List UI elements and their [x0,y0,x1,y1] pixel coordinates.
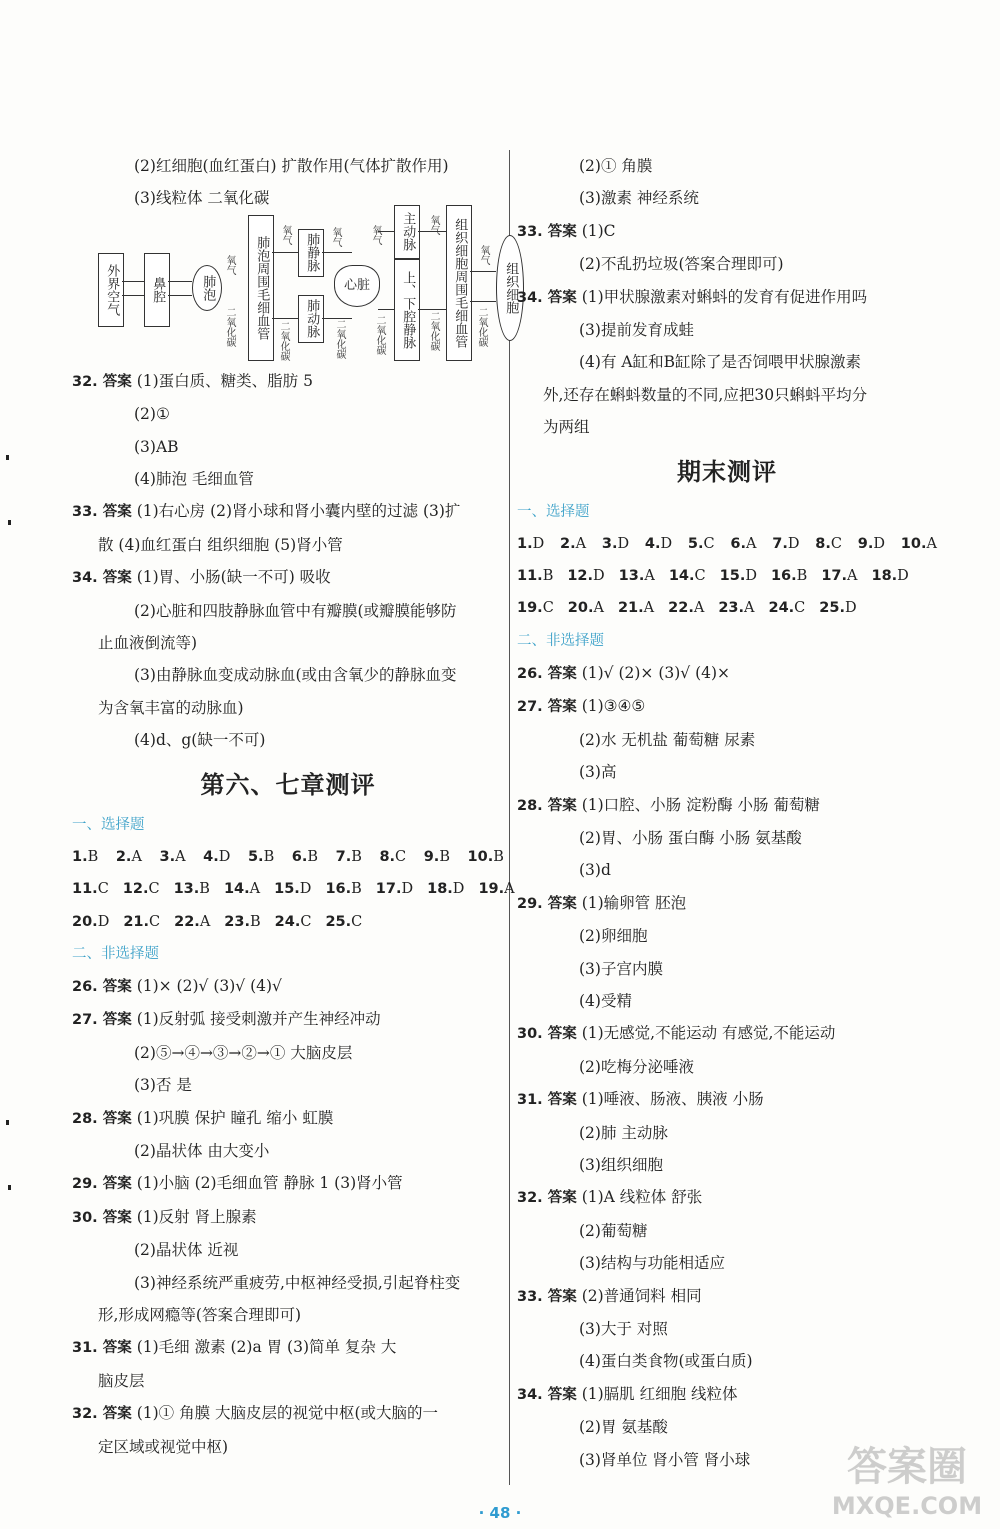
arrow [168,281,192,282]
mc-answer: 17.A [821,568,858,585]
question-31: 31. 答案 (1)毛细 激素 (2)a 胃 (3)简单 复杂 大 [72,1338,397,1357]
answer-line: (2)晶状体 近视 [134,1241,239,1260]
scan-mark [6,455,9,460]
mc-answer: 2.A [560,535,587,552]
box-vena-cava: 上、下腔静脉 [394,259,420,361]
section-label: 二、非选择题 [72,945,159,962]
answer-line: (3)组织细胞 [579,1155,663,1174]
mc-answer: 6.A [730,535,757,552]
mc-answer: 21.A [617,600,655,617]
box-heart: 心脏 [334,265,380,307]
mc-answer: 7.D [772,535,800,552]
question-34b: 34. 答案 (1)膈肌 红细胞 线粒体 [517,1384,738,1403]
arrow [378,309,394,310]
mc-answer: 3.A [159,848,186,865]
mc-answer: 18.D [427,881,465,898]
mc-row [72,873,515,905]
mc-answer: 22.A [668,600,705,617]
page-number: · 48 · [478,1504,522,1522]
mc-row [517,592,937,624]
answer-line: (3)结构与功能相适应 [579,1254,725,1273]
question-33: 33. 答案 (1)C [517,221,616,240]
box-external-air: 外界空气 [98,253,124,327]
mc-answer: 4.D [203,848,231,865]
mc-answer: 7.B [335,848,362,865]
label-co2: 二氧化碳 [374,314,385,355]
mc-answer: 24.C [768,600,806,617]
left-column [72,150,519,1463]
question-26: 26. 答案 (1)√ (2)× (3)√ (4)× [517,663,731,682]
arrow [272,252,298,253]
answer-line: 定区域或视觉中枢) [98,1437,229,1456]
answer-line: (3)大于 对照 [579,1320,668,1338]
label-co2: 二氧化碳 [278,320,289,361]
answer-line: (2)红细胞(血红蛋白) 扩散作用(气体扩散作用) [134,157,449,175]
question-28: 28. 答案 (1)巩膜 保护 瞳孔 缩小 虹膜 [72,1108,334,1127]
mc-answer: 12.D [567,568,605,585]
answer-line: 散 (4)血红蛋白 组织细胞 (5)肾小管 [98,535,343,554]
answer-line: (2)胃、小肠 蛋白酶 小肠 氨基酸 [579,828,802,847]
mc-answer: 21.C [123,913,161,930]
mc-answer: 13.B [173,881,210,898]
mc-answer: 11.C [72,881,109,898]
arrow [122,281,144,282]
question-28: 28. 答案 (1)口腔、小肠 淀粉酶 小肠 葡萄糖 [517,795,820,814]
blood-circulation-diagram [98,212,519,365]
answer-line: (2)水 无机盐 葡萄糖 尿素 [579,730,756,749]
mc-answer: 25.D [819,600,857,617]
answer-line: (2)① 角膜 [579,157,653,175]
label-co2: 二氧化碳 [476,306,487,347]
answer-line: (2)吃梅分泌唾液 [579,1057,694,1076]
mc-answer: 14.A [223,881,261,898]
arrow [470,301,496,302]
question-33b: 33. 答案 (2)普通饲料 相同 [517,1286,702,1305]
question-27: 27. 答案 (1)反射弧 接受刺激并产生神经冲动 [72,1010,381,1029]
question-29: 29. 答案 (1)小脑 (2)毛细血管 静脉 1 (3)肾小管 [72,1174,403,1193]
label-oxygen: 氧气 [478,244,489,265]
mc-answer: 3.D [601,535,630,552]
label-oxygen: 氧气 [428,214,439,235]
mc-answer: 12.C [122,881,160,898]
mc-answer: 25.C [325,913,363,930]
question-32: 32. 答案 (1)蛋白质、糖类、脂肪 5 [72,371,313,390]
column-divider [509,150,510,1485]
question-30: 30. 答案 (1)无感觉,不能运动 有感觉,不能运动 [517,1024,836,1043]
answer-line: (3)线粒体 二氧化碳 [134,189,270,208]
mc-answers [517,528,937,625]
watermark-url: MXQE.COM [831,1492,983,1520]
answer-line: 止血液倒流等) [98,634,198,653]
mc-row [517,528,937,560]
arrow [122,295,144,296]
answer-line: (3)d [579,861,611,880]
box-pulmonary-artery: 肺动脉 [298,295,324,343]
answer-line: (2)晶状体 由大变小 [134,1141,270,1160]
answer-line: (4)d、g(缺一不可) [134,731,266,750]
answer-line: (2)肺 主动脉 [579,1123,668,1142]
mc-answer: 17.D [375,881,414,898]
question-31: 31. 答案 (1)唾液、肠液、胰液 小肠 [517,1090,764,1109]
section-label: 一、选择题 [517,503,590,520]
answer-line: 为两组 [543,418,590,437]
answer-line: (4)蛋白类食物(或蛋白质) [579,1352,753,1371]
mc-answer: 16.B [770,568,808,585]
scan-mark [8,520,11,525]
mc-answer: 11.B [517,568,554,585]
arrow [322,252,352,253]
label-oxygen: 氧气 [224,254,235,275]
box-tissue-cell: 组织细胞 [496,235,524,341]
answer-line: (3)子宫内膜 [579,959,663,978]
answer-line: (3)由静脉血变成动脉血(或由含氧少的静脉血变 [134,666,457,685]
answer-line: (2)心脏和四肢静脉血管中有瓣膜(或瓣膜能够防 [134,601,457,620]
mc-answer: 2.A [115,848,142,865]
mc-row [72,841,504,873]
label-oxygen: 氧气 [370,224,381,245]
answer-line: (4)受精 [579,991,632,1010]
answer-line: (3)神经系统严重疲劳,中枢神经受损,引起脊柱变 [134,1273,461,1292]
question-32b: 32. 答案 (1)① 角膜 大脑皮层的视觉中枢(或大脑的一 [72,1404,439,1423]
label-co2: 二氧化碳 [334,318,345,359]
arrow [418,309,446,310]
question-33: 33. 答案 (1)右心房 (2)肾小球和肾小囊内壁的过滤 (3)扩 [72,502,461,521]
section-heading: 期末测评 [677,456,777,486]
answer-line: (4)有 A缸和B缸除了是否饲喂甲状腺激素 [579,353,861,372]
box-pulmonary-vein: 肺静脉 [298,229,324,277]
scan-mark [6,1120,9,1125]
question-32: 32. 答案 (1)A 线粒体 舒张 [517,1188,703,1207]
mc-answer: 6.B [291,848,319,865]
answer-line: 形,形成网瘾等(答案合理即可) [98,1305,302,1324]
mc-answer: 4.D [644,535,673,552]
scan-mark [8,1185,11,1190]
question-26: 26. 答案 (1)× (2)√ (3)√ (4)√ [72,976,282,995]
answer-line: (2)卵细胞 [579,927,648,946]
mc-answer: 15.D [274,881,312,898]
mc-answers [72,841,515,938]
box-nasal-cavity: 鼻腔 [144,253,170,327]
mc-answer: 14.C [668,568,706,585]
arrow [168,295,192,296]
question-27: 27. 答案 (1)③④⑤ [517,697,646,716]
mc-answer: 20.A [567,600,604,617]
box-alveolus-capillary: 肺泡周围毛细血管 [248,215,274,361]
question-34: 34. 答案 (1)甲状腺激素对蝌蚪的发育有促进作用吗 [517,287,868,306]
mc-answer: 20.D [72,913,110,930]
label-oxygen: 氧气 [280,224,291,245]
mc-answer: 13.A [618,568,655,585]
box-alveolus: 肺泡 [192,265,222,311]
answer-line: (3)高 [579,763,617,782]
mc-answer: 18.D [871,568,909,585]
mc-answer: 1.D [517,535,545,552]
right-column [517,150,937,1476]
mc-answer: 22.A [174,913,211,930]
mc-answer: 8.C [379,848,407,865]
mc-answer: 16.B [325,881,362,898]
watermark-text: 答案圈 [847,1444,967,1490]
answer-line: 外,还存在蝌蚪数量的不同,应把30只蝌蚪平均分 [543,385,868,404]
mc-answer: 9.D [857,535,885,552]
answer-line: (2)葡萄糖 [579,1221,648,1240]
answer-line: (2)不乱扔垃圾(答案合理即可) [579,255,784,274]
mc-answer: 19.C [517,600,554,617]
section-label: 二、非选择题 [517,632,604,649]
box-aorta: 主动脉 [394,205,420,259]
mc-answer: 9.B [423,848,450,865]
section-heading: 第六、七章测评 [200,769,376,799]
answer-line: 脑皮层 [98,1371,145,1390]
mc-answer: 24.C [274,913,312,930]
answer-line: (2)胃 氨基酸 [579,1418,668,1437]
answer-line: (3)提前发育成蛙 [579,321,694,340]
question-30: 30. 答案 (1)反射 肾上腺素 [72,1207,257,1226]
section-label: 一、选择题 [72,816,145,833]
answer-line: (3)激素 神经系统 [579,189,699,208]
mc-answer: 1.B [72,848,99,865]
label-co2: 二氧化碳 [224,306,235,347]
label-co2: 二氧化碳 [428,310,439,351]
arrow [470,271,496,272]
answer-line: (2)① [134,405,170,424]
label-oxygen: 氧气 [330,226,341,247]
box-tissue-capillary: 组织细胞周围毛细血管 [446,205,472,361]
watermark-logo [822,1432,992,1522]
mc-answer: 23.B [224,913,261,930]
mc-answer: 23.A [718,600,755,617]
mc-answer: 10.A [900,535,937,552]
mc-answer: 10.B [467,848,504,865]
answer-line: (4)肺泡 毛细血管 [134,470,254,489]
answer-line: (3)肾单位 肾小管 肾小球 [579,1450,751,1469]
answer-line: (3)AB [134,437,179,456]
question-34: 34. 答案 (1)胃、小肠(缺一不可) 吸收 [72,568,331,587]
answer-line: (2)⑤→④→③→②→① 大脑皮层 [134,1043,353,1062]
mc-answer: 5.C [687,535,715,552]
answer-line: (3)否 是 [134,1076,192,1095]
arrow [272,318,298,319]
mc-row [517,560,937,592]
mc-answer: 19.A [478,881,515,898]
mc-answer: 15.D [719,568,757,585]
mc-answer: 8.C [815,535,842,552]
answer-line: 为含氧丰富的动脉血) [98,698,244,717]
mc-row [72,906,504,938]
mc-answer: 5.B [247,848,275,865]
question-29: 29. 答案 (1)输卵管 胚泡 [517,893,687,912]
